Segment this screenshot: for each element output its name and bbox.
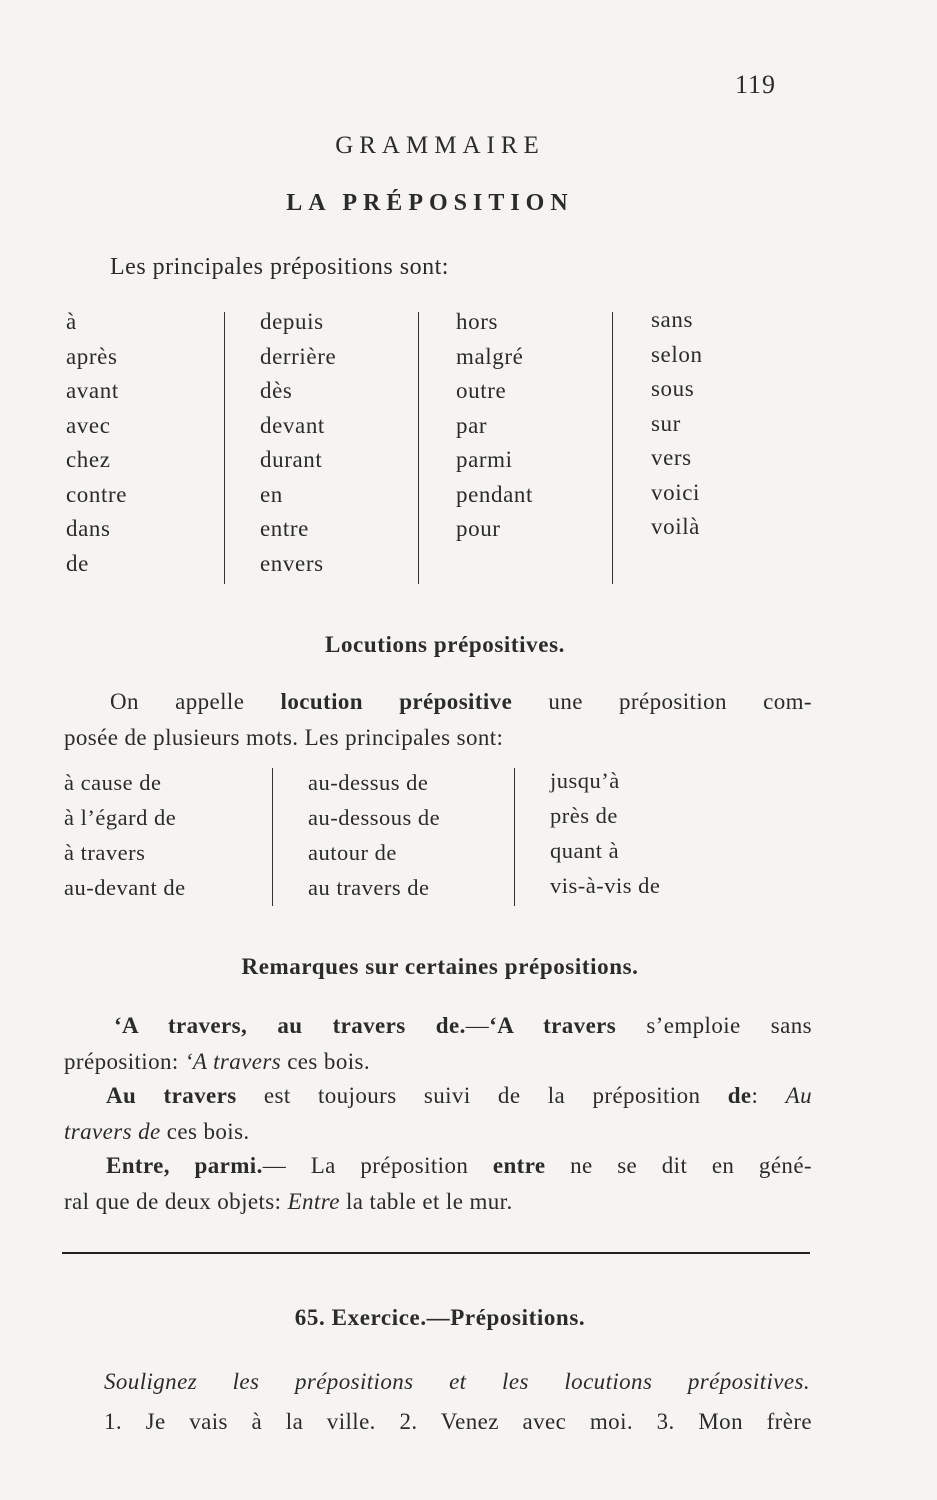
preposition-item: envers [260, 550, 324, 576]
locution-item: jusqu’à [550, 768, 620, 793]
preposition-item: sous [651, 376, 695, 401]
locutions-definition [64, 684, 812, 756]
definition-line-2: posée de plusieurs mots. Les principales sont: [64, 725, 504, 750]
preposition-item: depuis [260, 309, 324, 334]
locution-item: à travers [64, 840, 146, 865]
preposition-item: à [66, 309, 77, 334]
locutions-column-3 [550, 763, 660, 903]
page-number: 119 [735, 70, 777, 99]
horizontal-rule [62, 1252, 810, 1254]
locution-item: à cause de [64, 770, 162, 795]
preposition-item: avec [66, 412, 111, 438]
preposition-item: devant [260, 412, 325, 438]
preposition-item: malgré [456, 343, 524, 369]
locutions-column-1 [64, 765, 186, 905]
locutions-column-2 [308, 765, 440, 905]
preposition-item: vers [651, 445, 692, 470]
remark-line: travers de ces bois. [64, 1119, 250, 1144]
remark-entre-parmi [64, 1148, 812, 1220]
preposition-item: pour [456, 516, 501, 541]
remark-a-travers [64, 1008, 812, 1080]
chapter-title: LA PRÉPOSITION [286, 190, 574, 216]
locution-item: au-devant de [64, 875, 186, 900]
exercise-heading: 65. Exercice.—Prépositions. [294, 1305, 586, 1330]
section-heading: GRAMMAIRE [335, 132, 545, 159]
remark-line: préposition: ‘A travers ces bois. [64, 1049, 371, 1074]
remark-line: ‘A travers, au travers de.—‘A travers s’emploie sans [114, 1013, 812, 1038]
remark-line: Entre, parmi.— La préposition entre ne se dit en géné- [106, 1153, 812, 1178]
preposition-item: durant [260, 447, 323, 472]
preposition-item: selon [651, 341, 703, 367]
preposition-item: dans [66, 516, 111, 541]
exercise-sentences: 1. Je vais à la ville. 2. Venez avec moi. 3. Mon frère [104, 1409, 812, 1434]
preposition-item: contre [66, 481, 128, 507]
column-divider [612, 312, 613, 584]
preposition-item: dès [260, 378, 293, 403]
term-locution-prepositive: locution prépositive [280, 689, 513, 714]
column-divider [514, 768, 515, 906]
definition-line-1: On appelle locution prépositive une préposition com- [110, 689, 812, 714]
preposition-item: parmi [456, 447, 513, 472]
column-divider [272, 768, 273, 906]
preposition-item: sur [651, 410, 681, 436]
locution-item: au-dessous de [308, 805, 441, 830]
prepositions-column-2 [260, 305, 336, 581]
preposition-item: avant [66, 378, 119, 403]
prepositions-column-3 [456, 305, 533, 547]
preposition-item: en [260, 481, 283, 507]
remark-line: ral que de deux objets: Entre la table et le mur. [64, 1189, 513, 1214]
preposition-item: voici [651, 479, 700, 505]
exercise-instruction: Soulignez les prépositions et les locutions prépositives. [104, 1369, 810, 1394]
preposition-item: après [66, 343, 118, 369]
column-divider [418, 312, 419, 584]
prepositions-column-4 [651, 303, 703, 545]
remark-line: Au travers est toujours suivi de la préposition de: Au [106, 1083, 812, 1108]
locution-item: autour de [308, 840, 397, 865]
preposition-item: chez [66, 447, 111, 472]
preposition-item: derrière [260, 343, 337, 369]
locution-item: quant à [550, 838, 620, 863]
preposition-item: de [66, 550, 89, 576]
locution-item: au-dessus de [308, 770, 429, 795]
preposition-item: par [456, 412, 488, 438]
column-divider [224, 312, 225, 584]
preposition-item: voilà [651, 514, 700, 539]
remark-au-travers [64, 1078, 812, 1150]
intro-sentence: Les principales prépositions sont: [110, 254, 449, 280]
preposition-item: entre [260, 516, 309, 541]
locution-item: près de [550, 803, 618, 828]
preposition-item: sans [651, 307, 694, 332]
prepositions-column-1 [66, 305, 127, 581]
remarques-heading: Remarques sur certaines prépositions. [241, 954, 639, 979]
locutions-heading: Locutions prépositives. [325, 632, 565, 657]
preposition-item: hors [456, 309, 499, 334]
preposition-item: pendant [456, 481, 534, 507]
locution-item: vis-à-vis de [550, 873, 661, 898]
locution-item: à l’égard de [64, 805, 177, 830]
locution-item: au travers de [308, 875, 430, 900]
preposition-item: outre [456, 378, 507, 403]
